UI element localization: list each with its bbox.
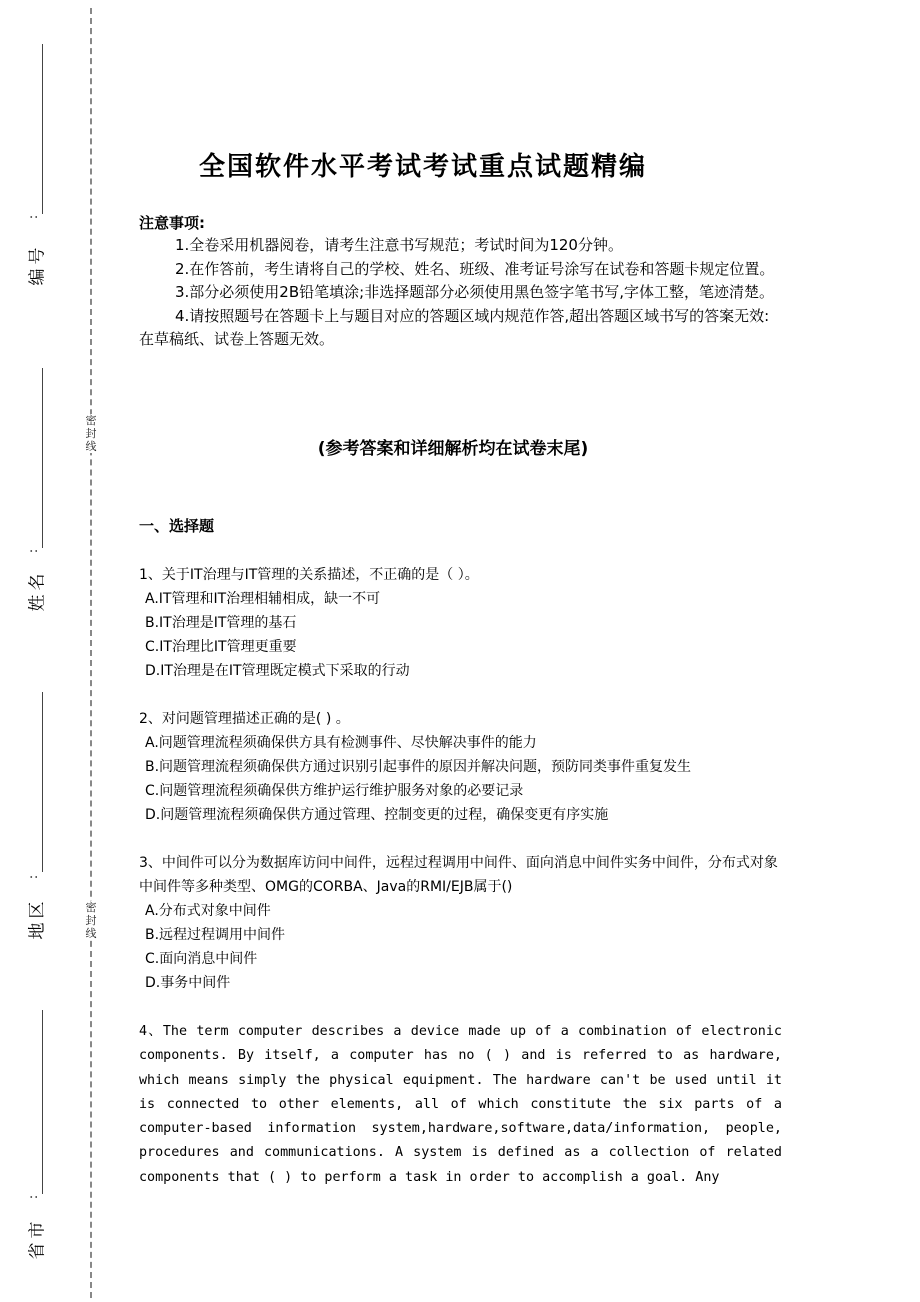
field-line-region[interactable] (42, 692, 43, 872)
notice-item: 1.全卷采用机器阅卷，请考生注意书写规范；考试时间为120分钟。 (175, 236, 623, 254)
question-option: D.问题管理流程须确保供方通过管理、控制变更的过程，确保变更有序实施 (145, 807, 609, 823)
notice-item: 4.请按照题号在答题卡上与题目对应的答题区域内规范作答,超出答题区域书写的答案无效:在草稿纸、试卷上答题无效。 (139, 306, 770, 348)
field-colon-region: : (26, 874, 41, 880)
question-option: A.分布式对象中间件 (145, 903, 271, 919)
question-option: A.问题管理流程须确保供方具有检测事件、尽快解决事件的能力 (145, 735, 537, 751)
question-option: C.IT治理比IT管理更重要 (145, 639, 297, 655)
question-option: B.远程过程调用中间件 (145, 927, 286, 943)
notice-item: 3.部分必须使用2B铅笔填涂;非选择题部分必须使用黑色签字笔书写,字体工整，笔迹清楚。 (175, 283, 774, 301)
question-option: A.IT管理和IT治理相辅相成，缺一不可 (145, 591, 381, 607)
seal-label-lower: 密 封 线 (83, 901, 99, 940)
question-option: B.问题管理流程须确保供方通过识别引起事件的原因并解决问题，预防同类事件重复发生 (145, 759, 692, 775)
field-label-name: 姓名 (27, 569, 48, 612)
question-option: B.IT治理是IT管理的基石 (145, 615, 297, 631)
question-stem: 2、对问题管理描述正确的是( ) 。 (139, 711, 350, 727)
question-3 (139, 851, 789, 995)
question-option: D.事务中间件 (145, 975, 231, 991)
question-stem: 3、中间件可以分为数据库访问中间件，远程过程调用中间件、面向消息中间件实务中间件，分布式对象中间件等多种类型、OMG的CORBA、Java的RMI/EJB属于() (139, 855, 778, 895)
question-4: 4、The term computer describes a device made up of a combination of electronic components. By itself, a computer has no ( ) and is referred to as hardware, which means simply the physical equipment. The hardware can't be used until it is connected to other elements, all of which constitute the six parts of a computer-based information system,hardware,software,data/information, people, procedures and communications. A system is defined as a collection of related components that ( ) to perform a task in order to accomplish a goal. Any (139, 1024, 782, 1185)
question-1 (139, 563, 789, 683)
seal-dashed-line (90, 8, 92, 1298)
question-option: C.面向消息中间件 (145, 951, 258, 967)
question-stem: 1、关于IT治理与IT管理的关系描述，不正确的是（ ）。 (139, 567, 479, 583)
binding-margin (0, 0, 110, 1302)
question-option: C.问题管理流程须确保供方维护运行维护服务对象的必要记录 (145, 783, 524, 799)
field-label-number: 编号 (27, 243, 48, 286)
field-label-province: 省市 (27, 1217, 48, 1260)
field-colon-number: : (26, 214, 41, 220)
field-label-region: 地区 (27, 897, 48, 940)
question-2 (139, 707, 789, 827)
field-line-name[interactable] (42, 368, 43, 548)
reference-note: (参考答案和详细解析均在试卷末尾) (317, 439, 589, 459)
question-option: D.IT治理是在IT管理既定模式下采取的行动 (145, 663, 410, 679)
field-colon-province: : (26, 1194, 41, 1200)
notice-list (139, 234, 784, 352)
seal-label-upper: 密 封 线 (83, 414, 99, 453)
field-line-province[interactable] (42, 1010, 43, 1194)
notice-item: 2.在作答前，考生请将自己的学校、姓名、班级、准考证号涂写在试卷和答题卡规定位置。 (175, 259, 775, 278)
field-colon-name: : (26, 548, 41, 554)
section-title: 一、选择题 (139, 517, 215, 535)
page-title: 全国软件水平考试考试重点试题精编 (199, 152, 648, 182)
notice-heading: 注意事项: (139, 214, 205, 232)
field-line-number[interactable] (42, 44, 43, 214)
